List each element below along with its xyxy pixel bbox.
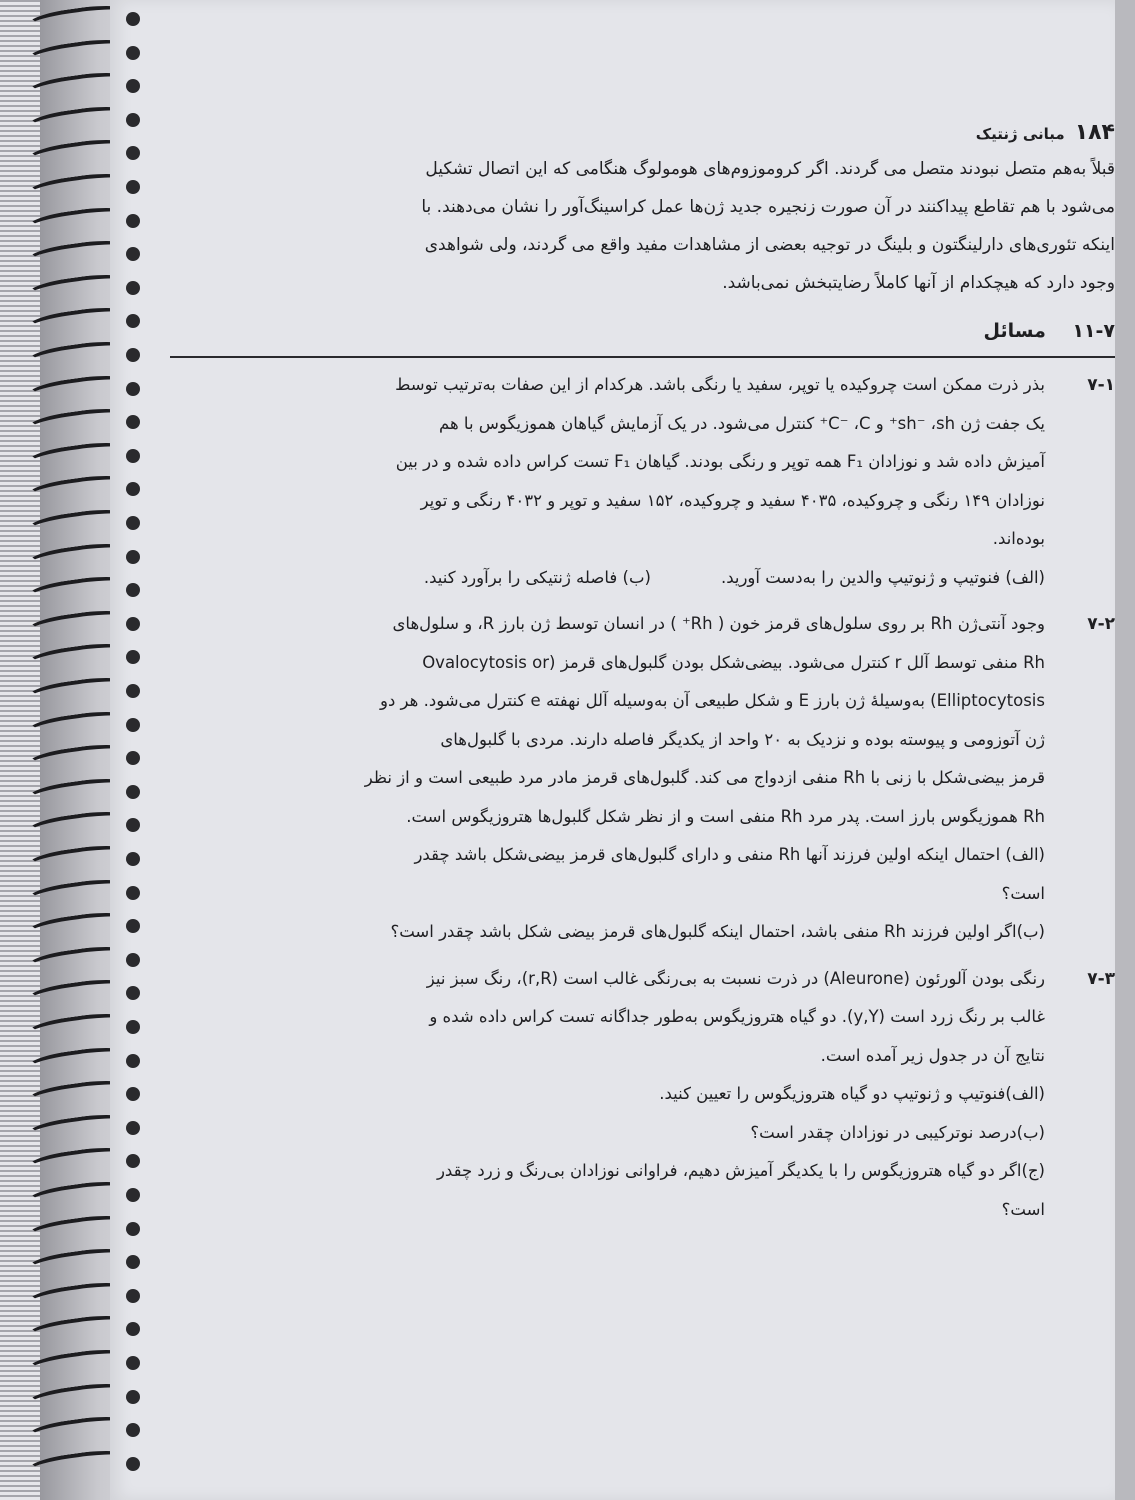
problem-line: وجود آنتی‌ژن Rh بر روی سلول‌های قرمز خون ( Rh⁺ ) در انسان توسط ژن بارز R، و سلول‌های (392, 614, 1045, 633)
punch-hole (126, 650, 140, 664)
problem-7-1 (170, 366, 1115, 597)
problem-line: Rh هموزیگوس بارز است. پدر مرد Rh منفی است و از نظر شکل گلبول‌ها هتروزیگوس است. (406, 806, 1045, 826)
page-number: ۱۸۴ (1074, 120, 1115, 145)
punch-hole (126, 146, 140, 160)
punch-hole (126, 919, 140, 933)
punch-hole (126, 482, 140, 496)
sub-question-b: (ب) فاصله ژنتیکی را برآورد کنید. (423, 567, 651, 587)
problem-line: نتایج آن در جدول زیر آمده است. (820, 1045, 1045, 1065)
punch-hole (126, 1289, 140, 1303)
problem-line: ژن آتوزومی و پیوسته بوده و نزدیک به ۲۰ واحد از یکدیگر فاصله دارند. مردی با گلبول‌های (440, 729, 1045, 749)
intro-line: اینکه تئوری‌های دارلینگتون و بلینگ در توجیه بعضی از مشاهدات مفید واقع می گردند، ولی شواهدی (424, 235, 1115, 255)
punch-hole (126, 449, 140, 463)
punch-hole (126, 214, 140, 228)
punch-hole (126, 617, 140, 631)
punch-hole (126, 46, 140, 60)
page-content (170, 120, 1115, 1229)
punch-hole (126, 1087, 140, 1101)
punch-hole (126, 751, 140, 765)
problem-7-2 (170, 605, 1115, 952)
problem-7-3 (170, 960, 1115, 1230)
punch-hole (126, 247, 140, 261)
problem-line: (الف) احتمال اینکه اولین فرزند آنها Rh منفی و دارای گلبول‌های قرمز بیضی‌شکل باشد چقدر (414, 845, 1045, 864)
punch-hole (126, 1423, 140, 1437)
problem-number: ۷-۲ (1087, 614, 1115, 634)
problem-line: (ب)اگر اولین فرزند Rh منفی باشد، احتمال اینکه گلبول‌های قرمز بیضی شکل باشد چقدر است؟ (390, 922, 1045, 941)
problem-line: قرمز بیضی‌شکل با زنی با Rh منفی ازدواج می کند. گلبول‌های قرمز مادر مرد طبیعی است و از نظر (364, 768, 1045, 787)
problem-line: است؟ (1001, 883, 1045, 903)
punch-hole (126, 1390, 140, 1404)
punch-hole (126, 818, 140, 832)
punch-hole (126, 718, 140, 732)
punch-hole (126, 785, 140, 799)
problem-line: (ب)درصد نوترکیبی در نوزادان چقدر است؟ (750, 1122, 1045, 1142)
punch-hole (126, 986, 140, 1000)
punch-hole (126, 1020, 140, 1034)
problem-number: ۷-۳ (1087, 968, 1115, 989)
punch-hole (126, 684, 140, 698)
problem-line: نوزادان ۱۴۹ رنگی و چروکیده، ۴۰۳۵ سفید و چروکیده، ۱۵۲ سفید و توپر و ۴۰۳۲ رنگی و توپر (420, 490, 1045, 510)
sub-question-a: (الف) فنوتیپ و ژنوتیپ والدین را به‌دست آورید. (720, 567, 1045, 587)
punch-hole (126, 281, 140, 295)
punch-hole (126, 1255, 140, 1269)
section-heading (170, 320, 1115, 358)
problem-body (170, 605, 1045, 952)
punch-hole (126, 180, 140, 194)
problem-body (170, 960, 1045, 1230)
problem-line: (ج)اگر دو گیاه هتروزیگوس را با یکدیگر آمیزش دهیم، فراوانی نوزادان بی‌رنگ و زرد چقدر (436, 1161, 1045, 1180)
punch-hole (126, 1054, 140, 1068)
punch-hole (126, 382, 140, 396)
punch-hole (126, 314, 140, 328)
problem-line: رنگی بودن آلورئون (Aleurone) در ذرت نسبت به بی‌رنگی غالب است (r,R)، رنگ سبز نیز (426, 968, 1045, 988)
running-header (170, 120, 1115, 150)
punch-hole (126, 1222, 140, 1236)
problem-line: آمیزش داده شد و نوزادان F₁ همه توپر و رنگی بودند. گیاهان F₁ تست کراس داده شده و در بین (395, 452, 1045, 471)
punch-hole (126, 415, 140, 429)
intro-line: وجود دارد که هیچکدام از آنها کاملاً رضایتبخش نمی‌باشد. (722, 273, 1115, 293)
problem-number: ۷-۱ (1087, 375, 1115, 395)
punch-hole (126, 1457, 140, 1471)
intro-paragraph (170, 150, 1115, 302)
punch-hole (126, 852, 140, 866)
section-title: مسائل (983, 320, 1046, 342)
punch-hole (126, 516, 140, 530)
problem-line: Elliptocytosis) به‌وسیلهٔ ژن بارز E و شکل طبیعی آن به‌وسیله آلل نهفته e کنترل می‌شود. هر دو (380, 691, 1045, 710)
problem-line: یک جفت ژن sh⁻ ،sh⁺ و C⁻ ،C⁺ کنترل می‌شود. در یک آزمایش گیاهان هموزیگوس با هم (438, 413, 1045, 433)
punch-hole (126, 550, 140, 564)
problem-line: (الف)فنوتیپ و ژنوتیپ دو گیاه هتروزیگوس را تعیین کنید. (659, 1084, 1045, 1103)
punch-hole (126, 1322, 140, 1336)
problem-line: Rh منفی توسط آلل r کنترل می‌شود. بیضی‌شکل بودن گلبول‌های قرمز (Ovalocytosis or (422, 652, 1045, 672)
book-title: مبانی ژنتیک (975, 125, 1065, 143)
problem-line: غالب بر رنگ زرد است (y,Y). دو گیاه هتروزیگوس به‌طور جداگانه تست کراس داده شده و (429, 1007, 1045, 1026)
punch-hole (126, 1154, 140, 1168)
punch-hole (126, 12, 140, 26)
punch-hole (126, 1188, 140, 1202)
punch-hole (126, 1356, 140, 1370)
punch-hole (126, 583, 140, 597)
intro-line: قبلاً به‌هم متصل نبودند متصل می گردند. اگر کروموزوم‌های هومولوگ هنگامی که این اتصال تشکیل (425, 159, 1115, 179)
problem-line: است؟ (1001, 1199, 1045, 1219)
punch-hole (126, 953, 140, 967)
sub-questions (170, 559, 1045, 598)
section-number: ۱۱-۷ (1072, 320, 1115, 342)
punch-hole (126, 348, 140, 362)
punch-hole (126, 79, 140, 93)
intro-line: می‌شود با هم تقاطع پیداکنند در آن صورت زنجیره جدید ژن‌ها عمل کراسینگ‌آور را نشان می‌دهند. با (421, 197, 1115, 217)
punch-hole (126, 886, 140, 900)
problem-line: بذر ذرت ممکن است چروکیده یا توپر، سفید یا رنگی باشد. هرکدام از این صفات به‌ترتیب توسط (395, 375, 1045, 394)
punch-hole (126, 1121, 140, 1135)
punch-hole (126, 113, 140, 127)
problem-line: بوده‌اند. (992, 529, 1045, 548)
problem-body (170, 366, 1045, 597)
book-page (110, 0, 1115, 1500)
